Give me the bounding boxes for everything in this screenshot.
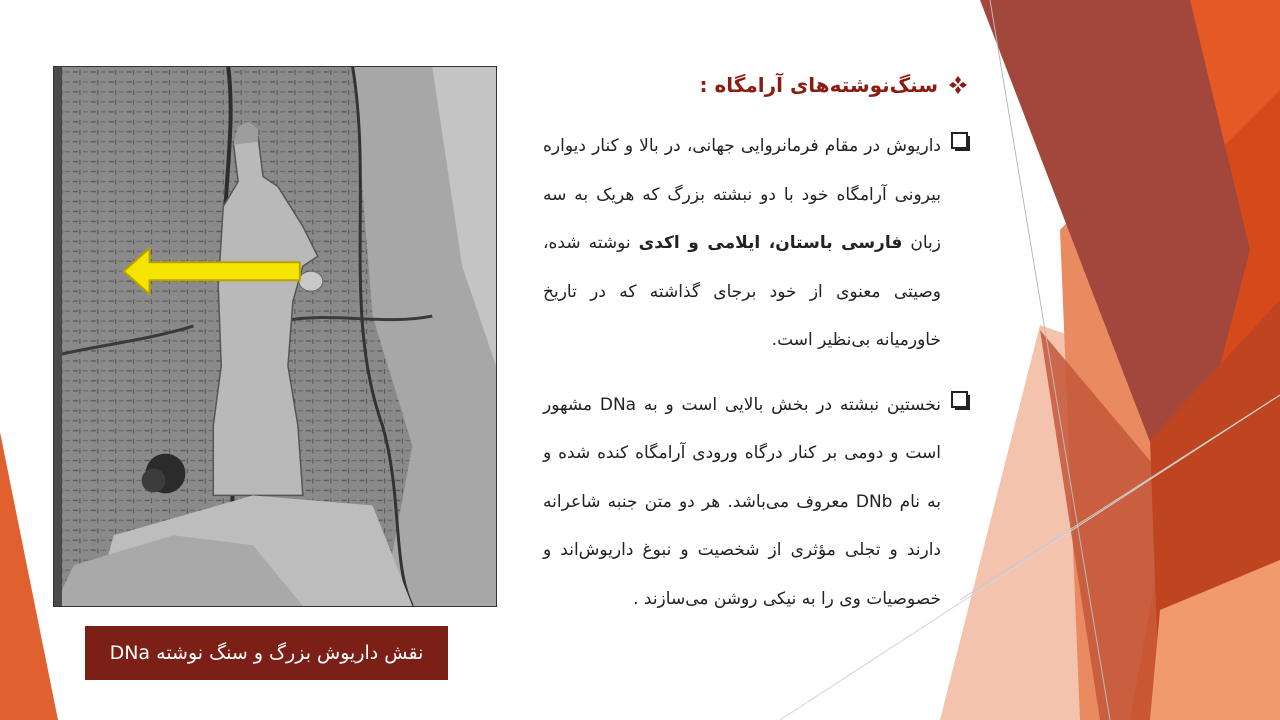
paragraph-1-text [543, 122, 941, 365]
left-wedge [0, 432, 58, 720]
paragraph-2-part-3: معروف می‌باشد. هر دو متن جنبه شاعرانه دارند و تجلی مؤثری از شخصیت و نبوغ داریوش‌اند و خصوصیات وی را به نیکی روشن می‌سازند . [543, 491, 941, 609]
paragraph-2-part-1: نخستین نبشته در بخش بالایی است و به [636, 394, 941, 415]
paragraph-1-part-2: نوشته شده، وصیتی معنوی از خود برجای گذاشته که در تاریخ خاورمیانه بی‌نظیر است. [543, 233, 941, 350]
paragraph-1 [535, 122, 968, 365]
caption-box [85, 626, 448, 680]
paragraph-1-part-1: داریوش در مقام فرمانروایی جهانی، در بالا و کنار دیواره بیرونی آرامگاه خود با دو نبشته بزرگ که هریک به سه زبان [543, 136, 941, 253]
heading-text: سنگ‌نوشته‌های آرامگاه : [699, 73, 938, 97]
text-content [535, 62, 968, 623]
relief-photo [53, 66, 497, 607]
checkbox-icon [951, 391, 968, 408]
paragraph-2-part-2: مشهور است و دومی بر کنار درگاه ورودی آرامگاه کنده شده و به نام [543, 394, 941, 512]
code-dna: DNa [599, 394, 637, 415]
paragraph-2 [535, 381, 968, 624]
checkbox-icon [951, 132, 968, 149]
paragraph-2-text [543, 381, 941, 624]
code-dnb: DNb [855, 491, 893, 512]
paragraph-1-bold: فارسی باستان، ایلامی و اکدی [638, 233, 903, 253]
photo-caption: نقش داریوش بزرگ و سنگ نوشته DNa [109, 642, 424, 664]
section-heading [535, 62, 968, 108]
four-diamond-icon [948, 75, 968, 95]
